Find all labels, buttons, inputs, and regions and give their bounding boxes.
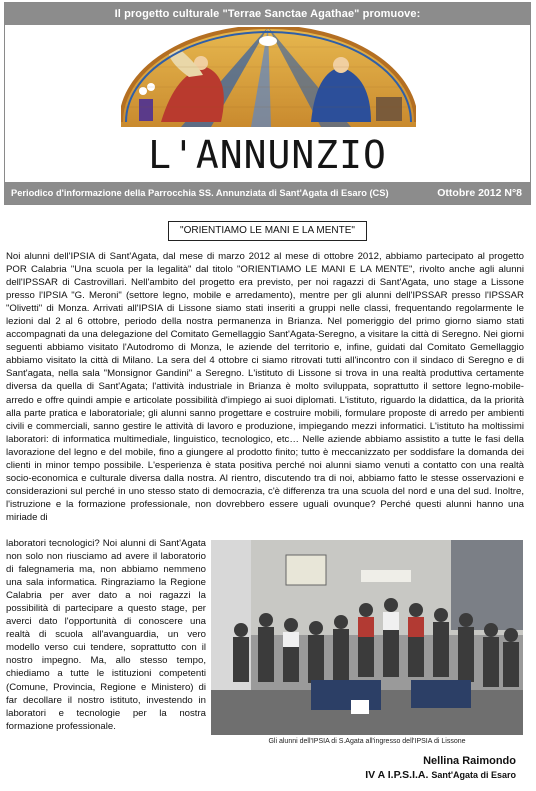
publication-bar	[5, 182, 530, 204]
publication-name: Periodico d'informazione della Parrocchia SS. Annunziata di Sant'Agata di Esaro (CS)	[11, 188, 389, 198]
annunciation-mosaic-image	[121, 27, 416, 127]
author-signature	[365, 754, 516, 782]
school-town: Sant'Agata di Esaro	[431, 770, 516, 780]
class-label: IV A I.P.S.I.A.	[365, 769, 429, 781]
group-photo	[211, 540, 523, 735]
masthead	[4, 2, 531, 205]
author-name: Nellina Raimondo	[423, 755, 516, 767]
author-school	[365, 768, 516, 782]
issue-label: Ottobre 2012 N°8	[437, 187, 522, 199]
article-body-column: laboratori tecnologici? Noi alunni di Sant'Agata non solo non riusciamo ad avere il laboratorio di falegnameria ma, non abbiamo nemmeno una sala informatica. Ringraziamo la Regione Calabria per aver dato a noi ragazzi la possibilità di partecipare a questo stage, per averci dato l'opportunità di conoscere una realtà di scuola all'avanguardia, un vero modello verso cui tendere, soprattutto con il nostro impegno. Ma, allo stesso tempo, chiediamo a tutte le istituzioni competenti (Comune, Provincia, Regione e Ministero) di far decollare il nostro istituto, investendo in laboratori e tecnologie per la nostra formazione professionale.	[6, 538, 206, 732]
newsletter-title: L'ANNUNZIO	[148, 133, 387, 177]
project-banner: Il progetto culturale "Terrae Sanctae Agathae" promuove:	[5, 3, 530, 25]
photo-caption: Gli alunni dell'IPSIA di S.Agata all'ingresso dell'IPSIA di Lissone	[268, 738, 466, 745]
article-body: Noi alunni dell'IPSIA di Sant'Agata, dal mese di marzo 2012 al mese di ottobre 2012, abbiamo partecipato al progetto POR Calabria "Una scuola per la legalità" dal titolo "ORIENTIAMO LE MANI E LA MENTE", rivolto anche agli alunni dell'IPSSAR di Castrovillari. Nell'ambito del progetto era previsto, per noi ragazzi di Sant'Agata, uno stage a Lissone presso l'IPSIA "G. Meroni" (settore legno, mobile e arredamento), mentre per gli alunni dell'IPSSAR presso l'IPSSAR "Olivetti" di Monza. Arrivati all'IPSIA di Lissone siamo stati inseriti a gruppi nelle classi, frequentando regolarmente le lezioni dal 2 al 6 ottobre, periodo della nostra permanenza in Brianza. Nel pomeriggio del primo giorno siamo stati accompagnati da una delegazione del Comitato Gemellaggio Sant'Agata-Seregno, a visitare la città di Seregno. Nei giorni seguenti abbiamo visitato l'Autodromo di Monza, le aziende del territorio e, infine, guidati dal Comitato Gemellaggio abbiamo visitato la città di Milano. La sera del 4 ottobre ci siamo ritrovati tutti all'incontro con il sindaco di Seregno e di Sant'agata, nella sala "Monsignor Gandini" a Seregno. L'istituto di Lissone si trova in una realtà produttiva certamente diversa da quella di Sant'Agata; l'attività industriale in Brianza è molto sviluppata, soprattutto il settore legno-mobile-arredo e offre quindi ampie e articolate possibilità d'impiego ai suoi diplomati. L'istituto, riguardo la didattica, da la priorità alla parte pratica e laboratoriale; gli alunni sanno progettare e costruire mobili, formulare proposte di arredo per ambienti civili e commerciali, sanno gestire le attività di lavoro e produzione, impiegando mezzi informatici. L'istituto ha moltissimi laboratori: di informatica multimediale, linguistico, tecnologico, etc… Nelle aziende abbiamo assistito a tutte le fasi della lavorazione del legno e del mobile, fino a giungere al prodotto finito; tutto è meccanizzato per soddisfare la domanda dei clienti in minor tempo possibile. L'esperienza è stata positiva perché noi alunni siamo venuti a contatto con una realtà socio-economica e culturale diversa dalla nostra. Al rientro, discutendo tra di noi, abbiamo fatto le stesse osservazioni e considerazioni sul perché in uno stesso stato di democrazia, c'è differenza tra una scuola del nord e una del sud. Inoltre, l'istruzione e la formazione professionale, non dovrebbero essere uguali ovunque? Perché questi alunni hanno una miriade di	[6, 251, 524, 523]
article-headline: "ORIENTIAMO LE MANI E LA MENTE"	[168, 221, 367, 241]
